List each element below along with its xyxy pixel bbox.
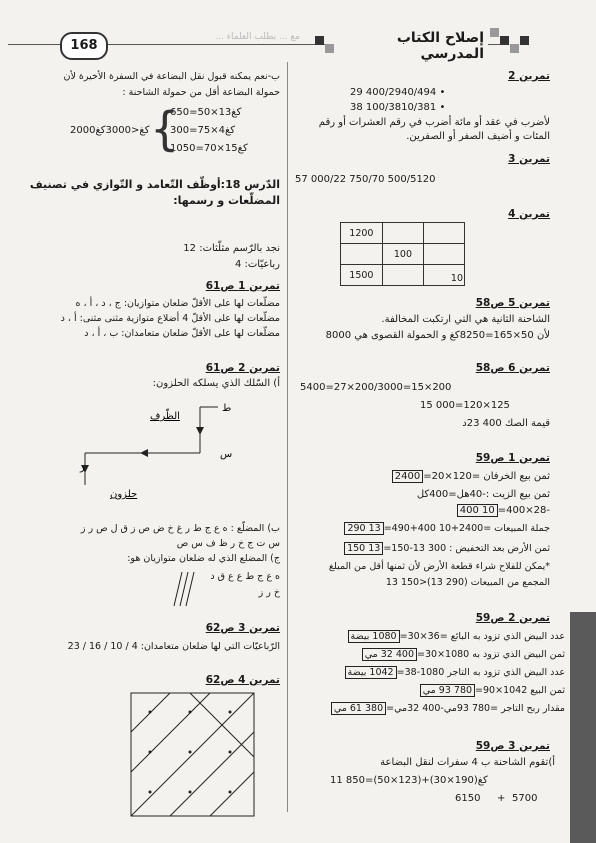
arrow-head-icon [196, 427, 204, 435]
ex3p59-line-3-b: 5700 [512, 793, 538, 804]
ex2-bullet-2 [350, 101, 550, 115]
grid-dot [149, 751, 152, 754]
ex1p61-title: تمرين 1 ص61 [205, 280, 280, 292]
side-bar [570, 612, 596, 843]
grid-dot [229, 791, 232, 794]
ex1p59-line-5 [295, 542, 550, 556]
ex1p59-line-1 [295, 470, 550, 484]
ex1p61-line-1: مضلّعات لها على الأقلّ ضلعان متوازيان: ج ، د ، أ ، ه [75, 298, 280, 309]
ex3-line: 57 000/22 750/70 500/5120 [295, 174, 436, 185]
ex1p59-line-5-text: ثمن الأرض بعد التخفيض : 300 13-150= [383, 543, 550, 554]
curly-brace-icon: { [150, 102, 180, 156]
ex2p61-c3: خ ر ز [258, 587, 280, 598]
ex1p59-line-6: *يمكن للفلاح شراء قطعة الأرض لأن ثمنها أقل من المبلغ [328, 561, 550, 572]
ex4-title: تمرين 4 [508, 208, 550, 220]
b-part-calc-3: 1050=70×15كغ [170, 143, 248, 154]
ex2p59-line-4-text: ثمن البيع 1042×90= [475, 685, 565, 696]
grid-cell: 10 [424, 265, 465, 286]
grid-cell [424, 223, 465, 244]
boxed-result: 13 290 [344, 522, 383, 535]
ex1p61-line-2: مضلّعات لها على الأقلّ 4 أضلاع متوازية مثنى مثنى: أ ، د [60, 313, 280, 324]
b-part-calc-2: 300=75×4كغ [170, 125, 236, 136]
ex3p59-line-2: 11 850=(50×123)+(30×190)كغ [330, 775, 488, 786]
ex5-title: تمرين 5 ص58 [475, 297, 550, 309]
ex2p59-line-5 [295, 702, 565, 716]
ex2p59-line-2-text: ثمن البيض الذي تزود به 1080×30= [417, 649, 565, 660]
column-divider [287, 62, 288, 812]
dotted-grid-figure [130, 692, 255, 817]
ex2p61-c2: ه ع ج ط ع ع ق د [210, 571, 280, 582]
boxed-result: 380 61 مي [331, 702, 386, 715]
ex2p59-line-3-text: عدد البيض الذي تزود به التاجر 1080-38= [396, 667, 565, 678]
header-faint-text: مع ... بطلب العلماء ... [215, 32, 300, 42]
ex1p61-line-3: مضلّعات لها على الأقلّ ضلعان متعامدان: ب ، أ ، د [84, 328, 280, 339]
ex1p59-line-4 [295, 522, 550, 536]
ex4p62-title: تمرين 4 ص62 [205, 674, 280, 686]
label-t: ط [222, 403, 232, 414]
grid-dot [149, 791, 152, 794]
lesson-line-1: نجد بالرّسم مثلّثات: 12 [183, 243, 280, 254]
grid-cell [341, 244, 383, 265]
grid-cell [382, 265, 423, 286]
header-square [325, 44, 334, 53]
ex2p61-b: ب) المضلّع : ه ع ج ط ر غ خ ض ص ز ق ل ص ر ز [80, 523, 280, 534]
grid-dot [189, 711, 192, 714]
ex6-title: تمرين 6 ص58 [475, 362, 550, 374]
bullet-icon: • [439, 87, 446, 98]
ex2p59-line-3 [295, 666, 565, 680]
header-square [520, 36, 529, 45]
label-envelope: الظّرف [150, 411, 180, 422]
ex6-line-2: 15 000=120×125 [420, 400, 510, 411]
b-part-line-1: ب-نعم يمكنه قبول نقل البضاعة في السفرة الأخيرة لأن [63, 71, 280, 82]
ex2p61-a: أ) السّلك الذي يسلكه الحلزون: [152, 378, 280, 389]
boxed-result: 1080 بيضة [348, 630, 400, 643]
lesson-title-2: المضلّعات و رسمها: [173, 194, 280, 207]
ex1p59-line-1-text: ثمن بيع الخرفان =120×20= [423, 471, 550, 482]
page-number: 168 [70, 38, 98, 53]
ex1p59-title: تمرين 1 ص59 [475, 452, 550, 464]
ex2p59-line-5-text: مقدار ربح التاجر =780 93مي-400 32مي= [386, 703, 565, 714]
ex2p59-line-1 [295, 630, 565, 644]
snail-path-figure [40, 395, 280, 505]
ex5-line-2: لأن 50×165=8250كغ و الحمولة القصوى هي 8000 [325, 330, 550, 341]
ex5-line-1: الشاحنة الثانية هي التي ارتكبت المخالفة. [381, 314, 550, 325]
ex6-line-1: 5400=27×200/3000=15×200 [300, 382, 452, 393]
ex1p59-line-3 [295, 504, 550, 518]
boxed-result: 13 150 [344, 542, 383, 555]
grid-dot [189, 791, 192, 794]
grid-cell [382, 223, 423, 244]
lesson-title-1: الدّرس 18:أوظّف التّعامد و التّوازي في تصنيف [29, 178, 280, 191]
ex2-bullet-1 [350, 86, 550, 100]
ex3p59-line-1: أ)تقوم الشاحنة ب 4 سفرات لنقل البضاعة [380, 757, 555, 768]
grid-dot [229, 711, 232, 714]
boxed-result: 400 32 مي [362, 648, 417, 661]
ex6-line-3: قيمة الصك 400 23د [462, 418, 550, 429]
ex2p61-b2: س ت ج خ ر ظ ف س ص [176, 538, 280, 549]
grid-dot [149, 711, 152, 714]
ex1p59-line-4-text: جملة المبيعات =2400+10 400+490= [383, 523, 550, 534]
parallel-hatch-figure [168, 568, 198, 608]
ex1p59-line-2: ثمن بيع الزيت :-40هل=400كل [416, 489, 550, 500]
ex2p59-line-1-text: عدد البيض الذي تزود به البائع =36×30= [399, 631, 565, 642]
label-r: ر [80, 462, 85, 473]
ex2p59-line-4 [295, 684, 565, 698]
ex2-paragraph-1: لأضرب في عقد أو مائة أضرب في رقم العشرات أو رقم [318, 117, 550, 128]
b-part-calc-1: 650=50×13كغ [170, 107, 242, 118]
boxed-result: 1042 بيضة [345, 666, 397, 679]
bullet-icon: • [439, 102, 446, 113]
boxed-result: 2400 [392, 470, 423, 483]
grid-cell: 1200 [341, 223, 383, 244]
lesson-line-2: رباعيّات: 4 [234, 259, 280, 270]
header-square [510, 44, 519, 53]
grid-dot [229, 751, 232, 754]
ex3p62-line-1: الرّباعيّات التي لها ضلعان متعامدان: 4 / 10 / 16 / 23 [67, 641, 280, 652]
boxed-result: 10 400 [457, 504, 498, 517]
ex2-paragraph-2: المئات و أضيف الصفر أو الصفرين. [406, 131, 550, 142]
grid-cell [424, 244, 465, 265]
diagonal-line [131, 693, 210, 772]
plus-sign: + [497, 793, 506, 804]
ex2p59-title: تمرين 2 ص59 [475, 612, 550, 624]
grid-cell: 100 [382, 244, 423, 265]
ex1p59-line-7: المجمع من المبيعات (290 13)<150 13 [385, 577, 550, 588]
ex2-title: تمرين 2 [508, 70, 550, 82]
label-s: س [220, 449, 233, 460]
ex3-title: تمرين 3 [508, 153, 550, 165]
header-square [500, 36, 509, 45]
ex4-grid [340, 222, 465, 286]
diagonal-line [210, 772, 254, 816]
ex3p59-title: تمرين 3 ص59 [475, 740, 550, 752]
ex2p61-c: ج) المضلع الذي له ضلعان متوازيان هو: [127, 553, 280, 564]
ex2p59-line-2 [295, 648, 565, 662]
ex1p59-line-3-text: -28×400= [497, 505, 550, 516]
header-square [490, 28, 499, 37]
b-part-line-2: حمولة البضاعة أقل من حمولة الشاحنة : [122, 87, 280, 98]
grid-cell: 1500 [341, 265, 383, 286]
header-square [315, 36, 324, 45]
ex2p61-title: تمرين 2 ص61 [205, 362, 280, 374]
arrow-head-icon [140, 449, 148, 457]
ex3p62-title: تمرين 3 ص62 [205, 622, 280, 634]
ex2-bullet-1-text: 29 400/2940/494 [350, 87, 437, 98]
b-part-total: 2000كغ<3000كغ [70, 125, 150, 136]
ex2-bullet-2-text: 38 100/3810/381 [350, 102, 437, 113]
ex3p59-line-3-a: 6150 [455, 793, 481, 804]
header-title: إصلاح الكتاب المدرسي [330, 30, 488, 62]
label-snail: حلزون [110, 489, 138, 500]
grid-dot [189, 751, 192, 754]
boxed-result: 780 93 مي [420, 684, 475, 697]
page-number-badge [60, 32, 108, 60]
